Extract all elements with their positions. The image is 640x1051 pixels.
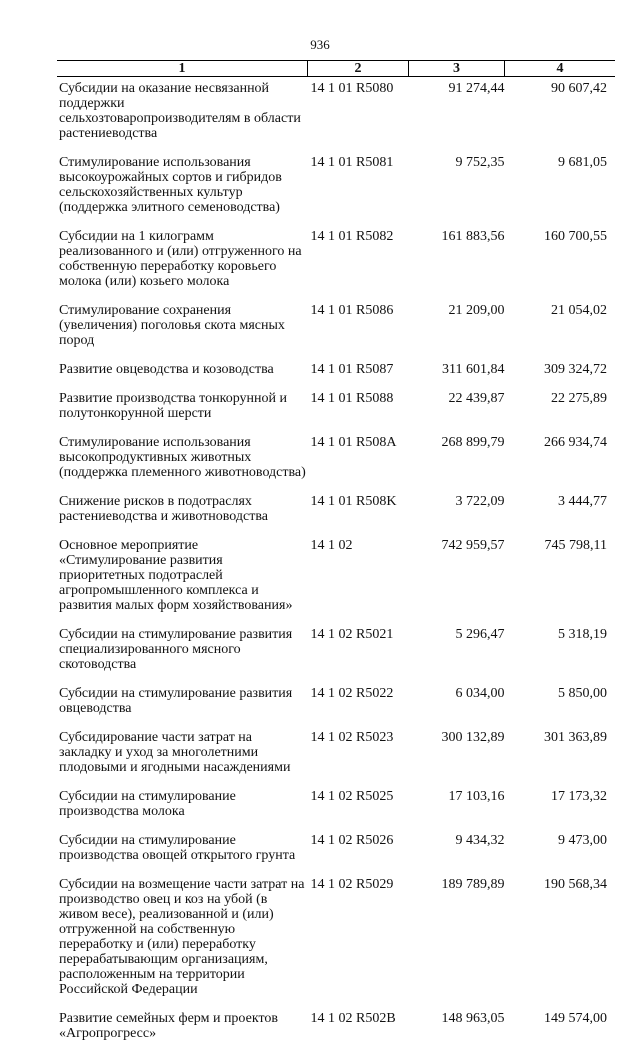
- row-name-cell: Субсидии на 1 килограмм реализованного и (или) отгруженного на собственную переработку коровьего молока (или) козьего молока: [57, 225, 308, 299]
- row-name-cell: Субсидирование части затрат на закладку и уход за многолетними плодовыми и ягодными насаждениями: [57, 726, 308, 785]
- row-code-cell: 14 1 01 R5081: [308, 151, 409, 225]
- row-value-col3-cell: 161 883,56: [408, 225, 504, 299]
- row-value-col4-cell: 5 318,19: [504, 623, 615, 682]
- table-header-row: [57, 61, 615, 77]
- row-code-cell: 14 1 01 R5087: [308, 358, 409, 387]
- row-name-cell: Субсидии на стимулирование производства овощей открытого грунта: [57, 829, 308, 873]
- table-row: [57, 1007, 615, 1051]
- row-value-col4-cell: 745 798,11: [504, 534, 615, 623]
- row-name-cell: Развитие производства тонкорунной и полутонкорунной шерсти: [57, 387, 308, 431]
- row-value-col3-cell: 91 274,44: [408, 77, 504, 152]
- row-name-cell: Стимулирование сохранения (увеличения) поголовья скота мясных пород: [57, 299, 308, 358]
- row-value-col3-cell: 148 963,05: [408, 1007, 504, 1051]
- row-value-col3-cell: 17 103,16: [408, 785, 504, 829]
- row-code-cell: 14 1 01 R5080: [308, 77, 409, 152]
- column-header-4: 4: [504, 61, 615, 77]
- row-value-col4-cell: 21 054,02: [504, 299, 615, 358]
- row-code-cell: 14 1 01 R508K: [308, 490, 409, 534]
- table-row: [57, 623, 615, 682]
- row-value-col4-cell: 266 934,74: [504, 431, 615, 490]
- column-header-1: 1: [57, 61, 308, 77]
- table-row: [57, 785, 615, 829]
- table-row: [57, 829, 615, 873]
- row-name-cell: Развитие семейных ферм и проектов «Агропрогресс»: [57, 1007, 308, 1051]
- row-value-col4-cell: 5 850,00: [504, 682, 615, 726]
- row-code-cell: 14 1 02: [308, 534, 409, 623]
- row-value-col3-cell: 9 752,35: [408, 151, 504, 225]
- table-row: [57, 682, 615, 726]
- row-name-cell: Субсидии на стимулирование производства молока: [57, 785, 308, 829]
- row-value-col4-cell: 309 324,72: [504, 358, 615, 387]
- table-row: [57, 151, 615, 225]
- row-value-col4-cell: 149 574,00: [504, 1007, 615, 1051]
- row-value-col3-cell: 9 434,32: [408, 829, 504, 873]
- row-value-col4-cell: 190 568,34: [504, 873, 615, 1007]
- row-name-cell: Субсидии на оказание несвязанной поддержки сельхозтоваропроизводителям в области растениеводства: [57, 77, 308, 152]
- row-value-col4-cell: 9 473,00: [504, 829, 615, 873]
- budget-table: [57, 60, 615, 1051]
- row-value-col3-cell: 22 439,87: [408, 387, 504, 431]
- row-name-cell: Субсидии на возмещение части затрат на производство овец и коз на убой (в живом весе), реализованной и (или) отгруженной на собственную переработку и (или) переработку перерабатывающим организациям, расположенным на территории Российской Федерации: [57, 873, 308, 1007]
- row-value-col4-cell: 3 444,77: [504, 490, 615, 534]
- row-value-col3-cell: 311 601,84: [408, 358, 504, 387]
- row-code-cell: 14 1 01 R5086: [308, 299, 409, 358]
- column-header-2: 2: [308, 61, 409, 77]
- table-row: [57, 387, 615, 431]
- table-row: [57, 225, 615, 299]
- row-code-cell: 14 1 01 R5082: [308, 225, 409, 299]
- page-number: 936: [0, 37, 640, 53]
- row-name-cell: Субсидии на стимулирование развития специализированного мясного скотоводства: [57, 623, 308, 682]
- row-code-cell: 14 1 02 R5026: [308, 829, 409, 873]
- row-value-col4-cell: 9 681,05: [504, 151, 615, 225]
- row-code-cell: 14 1 02 R502B: [308, 1007, 409, 1051]
- row-value-col3-cell: 5 296,47: [408, 623, 504, 682]
- row-name-cell: Стимулирование использования высокоурожайных сортов и гибридов сельскохозяйственных культур (поддержка элитного семеноводства): [57, 151, 308, 225]
- row-value-col3-cell: 742 959,57: [408, 534, 504, 623]
- row-code-cell: 14 1 01 R5088: [308, 387, 409, 431]
- row-value-col3-cell: 21 209,00: [408, 299, 504, 358]
- row-code-cell: 14 1 01 R508A: [308, 431, 409, 490]
- row-value-col4-cell: 17 173,32: [504, 785, 615, 829]
- column-header-3: 3: [408, 61, 504, 77]
- table-row: [57, 358, 615, 387]
- row-value-col3-cell: 6 034,00: [408, 682, 504, 726]
- table-row: [57, 726, 615, 785]
- row-code-cell: 14 1 02 R5025: [308, 785, 409, 829]
- row-value-col4-cell: 22 275,89: [504, 387, 615, 431]
- table-row: [57, 534, 615, 623]
- row-value-col3-cell: 189 789,89: [408, 873, 504, 1007]
- row-name-cell: Развитие овцеводства и козоводства: [57, 358, 308, 387]
- row-name-cell: Снижение рисков в подотраслях растениеводства и животноводства: [57, 490, 308, 534]
- row-code-cell: 14 1 02 R5023: [308, 726, 409, 785]
- row-value-col4-cell: 160 700,55: [504, 225, 615, 299]
- table-row: [57, 431, 615, 490]
- row-name-cell: Основное мероприятие «Стимулирование развития приоритетных подотраслей агропромышленного комплекса и развития малых форм хозяйствования»: [57, 534, 308, 623]
- row-value-col3-cell: 300 132,89: [408, 726, 504, 785]
- table-row: [57, 873, 615, 1007]
- table-row: [57, 299, 615, 358]
- row-code-cell: 14 1 02 R5029: [308, 873, 409, 1007]
- row-value-col3-cell: 268 899,79: [408, 431, 504, 490]
- table-row: [57, 490, 615, 534]
- row-name-cell: Стимулирование использования высокопродуктивных животных (поддержка племенного животноводства): [57, 431, 308, 490]
- table-row: [57, 77, 615, 152]
- row-code-cell: 14 1 02 R5022: [308, 682, 409, 726]
- row-value-col3-cell: 3 722,09: [408, 490, 504, 534]
- row-value-col4-cell: 90 607,42: [504, 77, 615, 152]
- row-code-cell: 14 1 02 R5021: [308, 623, 409, 682]
- row-name-cell: Субсидии на стимулирование развития овцеводства: [57, 682, 308, 726]
- row-value-col4-cell: 301 363,89: [504, 726, 615, 785]
